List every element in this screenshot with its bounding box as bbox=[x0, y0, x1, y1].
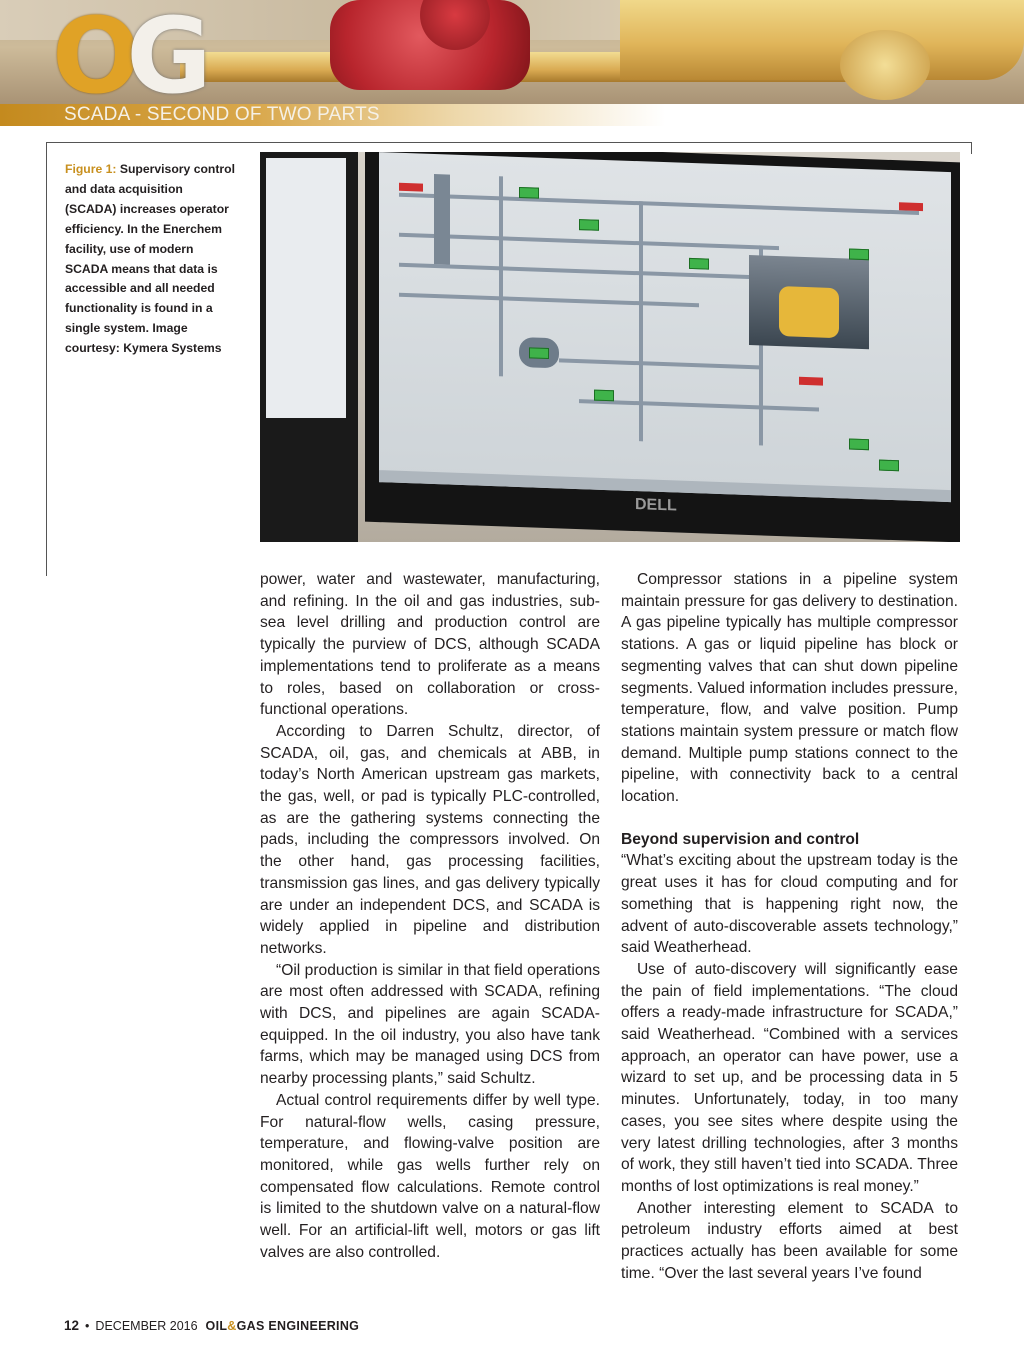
col2-paragraph: Compressor stations in a pipeline system maintain pressure for gas delivery to destination. A gas pipeline typically has multiple compressor stations. A gas or liquid pipeline has block or segmenting valves that can shut down pipeline segments. Valued information includes pressure, temperature, flow, and valve position. Pump stations maintain system pressure or match flow demand. Multiple pump stations connect to the pipeline, with connectivity back to a central location. bbox=[621, 571, 958, 806]
col2-paragraph: Another interesting element to SCADA to petroleum industry efforts aimed at best practices actually has been available for some time. “Over the last several years I’ve found bbox=[621, 1199, 958, 1282]
figure-frame-left bbox=[46, 142, 47, 576]
subheading: Beyond supervision and control bbox=[621, 830, 860, 848]
banner-flange bbox=[840, 30, 930, 100]
col1-paragraph: power, water and wastewater, manufacturing, and refining. In the oil and gas industries, sub-sea level drilling and production control are typically the purview of DCS, although SCADA implementations tend to proliferate as a means to roles, based on collaboration or cross-functional operations. bbox=[260, 571, 600, 719]
figure-caption-label: Figure 1: bbox=[65, 162, 117, 176]
article-column-2 bbox=[621, 569, 958, 1285]
page-number: 12 bbox=[64, 1318, 80, 1333]
hmi-alarm-tag bbox=[399, 183, 423, 192]
hmi-readout bbox=[689, 258, 709, 270]
section-title: SCADA - SECOND OF TWO PARTS bbox=[64, 104, 380, 125]
article-column-1 bbox=[260, 569, 600, 1264]
page-footer bbox=[64, 1318, 359, 1334]
hmi-pipe bbox=[399, 233, 779, 250]
hmi-readout bbox=[579, 219, 599, 231]
figure-caption bbox=[65, 160, 235, 359]
figure-frame-top bbox=[46, 142, 972, 143]
figure-frame-right bbox=[971, 142, 972, 154]
left-monitor bbox=[260, 152, 358, 542]
hmi-pipe bbox=[559, 358, 759, 369]
main-monitor bbox=[365, 152, 960, 542]
figure-caption-text: Supervisory control and data acquisition (SCADA) increases operator efficiency. In the Enerchem facility, use of modern SCADA means that data is accessible and all needed functionality is found in a single system. Image courtesy: Kymera Systems bbox=[65, 162, 235, 356]
hmi-readout bbox=[849, 439, 869, 451]
hmi-alarm-tag bbox=[899, 202, 923, 211]
footer-separator: • bbox=[85, 1319, 90, 1333]
og-logo bbox=[52, 0, 222, 117]
hmi-pipe bbox=[579, 399, 819, 411]
hmi-readout bbox=[529, 347, 549, 359]
issue-date: DECEMBER 2016 bbox=[95, 1319, 198, 1333]
col2-paragraph: Use of auto-discovery will significantly ease the pain of field implementations. “The cloud offers a ready-made infrastructure for SCADA,” said Weatherhead. “Combined with a services approach, an operator can have power, use a wizard to set up, and be processing data in 5 minutes. Unfortunately, today, in too many cases, you see sites where despite using the very latest drilling technologies, after 3 months of work, they still haven’t tied into SCADA. Three months of lost optimizations is real money.” bbox=[621, 960, 958, 1195]
hmi-pipe bbox=[399, 293, 699, 307]
magazine-ampersand: & bbox=[227, 1319, 237, 1333]
col1-paragraph: “Oil production is similar in that field operations are most often addressed with SCADA, refining with DCS, and pipelines are again SCADA-equipped. In the oil industry, you also have tank farms, which may be managed using DCS from nearby processing plants,” said Schultz. bbox=[260, 961, 600, 1088]
hmi-compressor-core bbox=[779, 286, 839, 338]
magazine-name-part2: GAS ENGINEERING bbox=[236, 1319, 360, 1333]
monitor-brand-logo: DELL bbox=[635, 496, 677, 515]
hmi-alarm-tag bbox=[799, 377, 823, 386]
banner-large-pipe bbox=[620, 0, 1024, 80]
hmi-readout bbox=[519, 187, 539, 199]
figure-photo-scada-monitors bbox=[260, 152, 960, 542]
hmi-readout bbox=[594, 390, 614, 402]
hmi-pipe bbox=[499, 176, 503, 376]
logo-letter-o: O bbox=[52, 0, 127, 117]
hmi-readout bbox=[879, 460, 899, 472]
col1-paragraph: Actual control requirements differ by well type. For natural-flow wells, casing pressure, temperature, and flowing-valve position are monitored, while gas wells further rely on compensated flow calculations. Remote control is limited to the shutdown valve on a natural-flow well. For an artificial-lift well, motors or gas lift valves are also controlled. bbox=[260, 1091, 600, 1261]
logo-letter-g: G bbox=[126, 0, 198, 117]
scada-hmi-screen bbox=[379, 152, 951, 502]
magazine-name-part1: OIL bbox=[205, 1319, 228, 1333]
hmi-pipe bbox=[399, 193, 919, 215]
hmi-readout bbox=[849, 249, 869, 261]
col1-paragraph: According to Darren Schultz, director, of SCADA, oil, gas, and chemicals at ABB, in today’s North American upstream gas markets, the gas, well, or pad is typically PLC-controlled, as are the gathering systems connecting the pads, including the compressors involved. On the other hand, gas processing facilities, transmission gas lines, and gas delivery typically are under an independent DCS, and SCADA is widely applied in pipeline and distribution networks. bbox=[260, 722, 600, 957]
magazine-name bbox=[206, 1319, 360, 1333]
left-monitor-screen bbox=[266, 158, 346, 418]
hmi-column bbox=[434, 174, 450, 265]
col2-paragraph: “What’s exciting about the upstream today is the great uses it has for cloud computing and for something that is happening right now, the advent of auto-discoverable assets technology,” said Weatherhead. bbox=[621, 852, 958, 957]
hmi-pipe bbox=[639, 201, 643, 441]
